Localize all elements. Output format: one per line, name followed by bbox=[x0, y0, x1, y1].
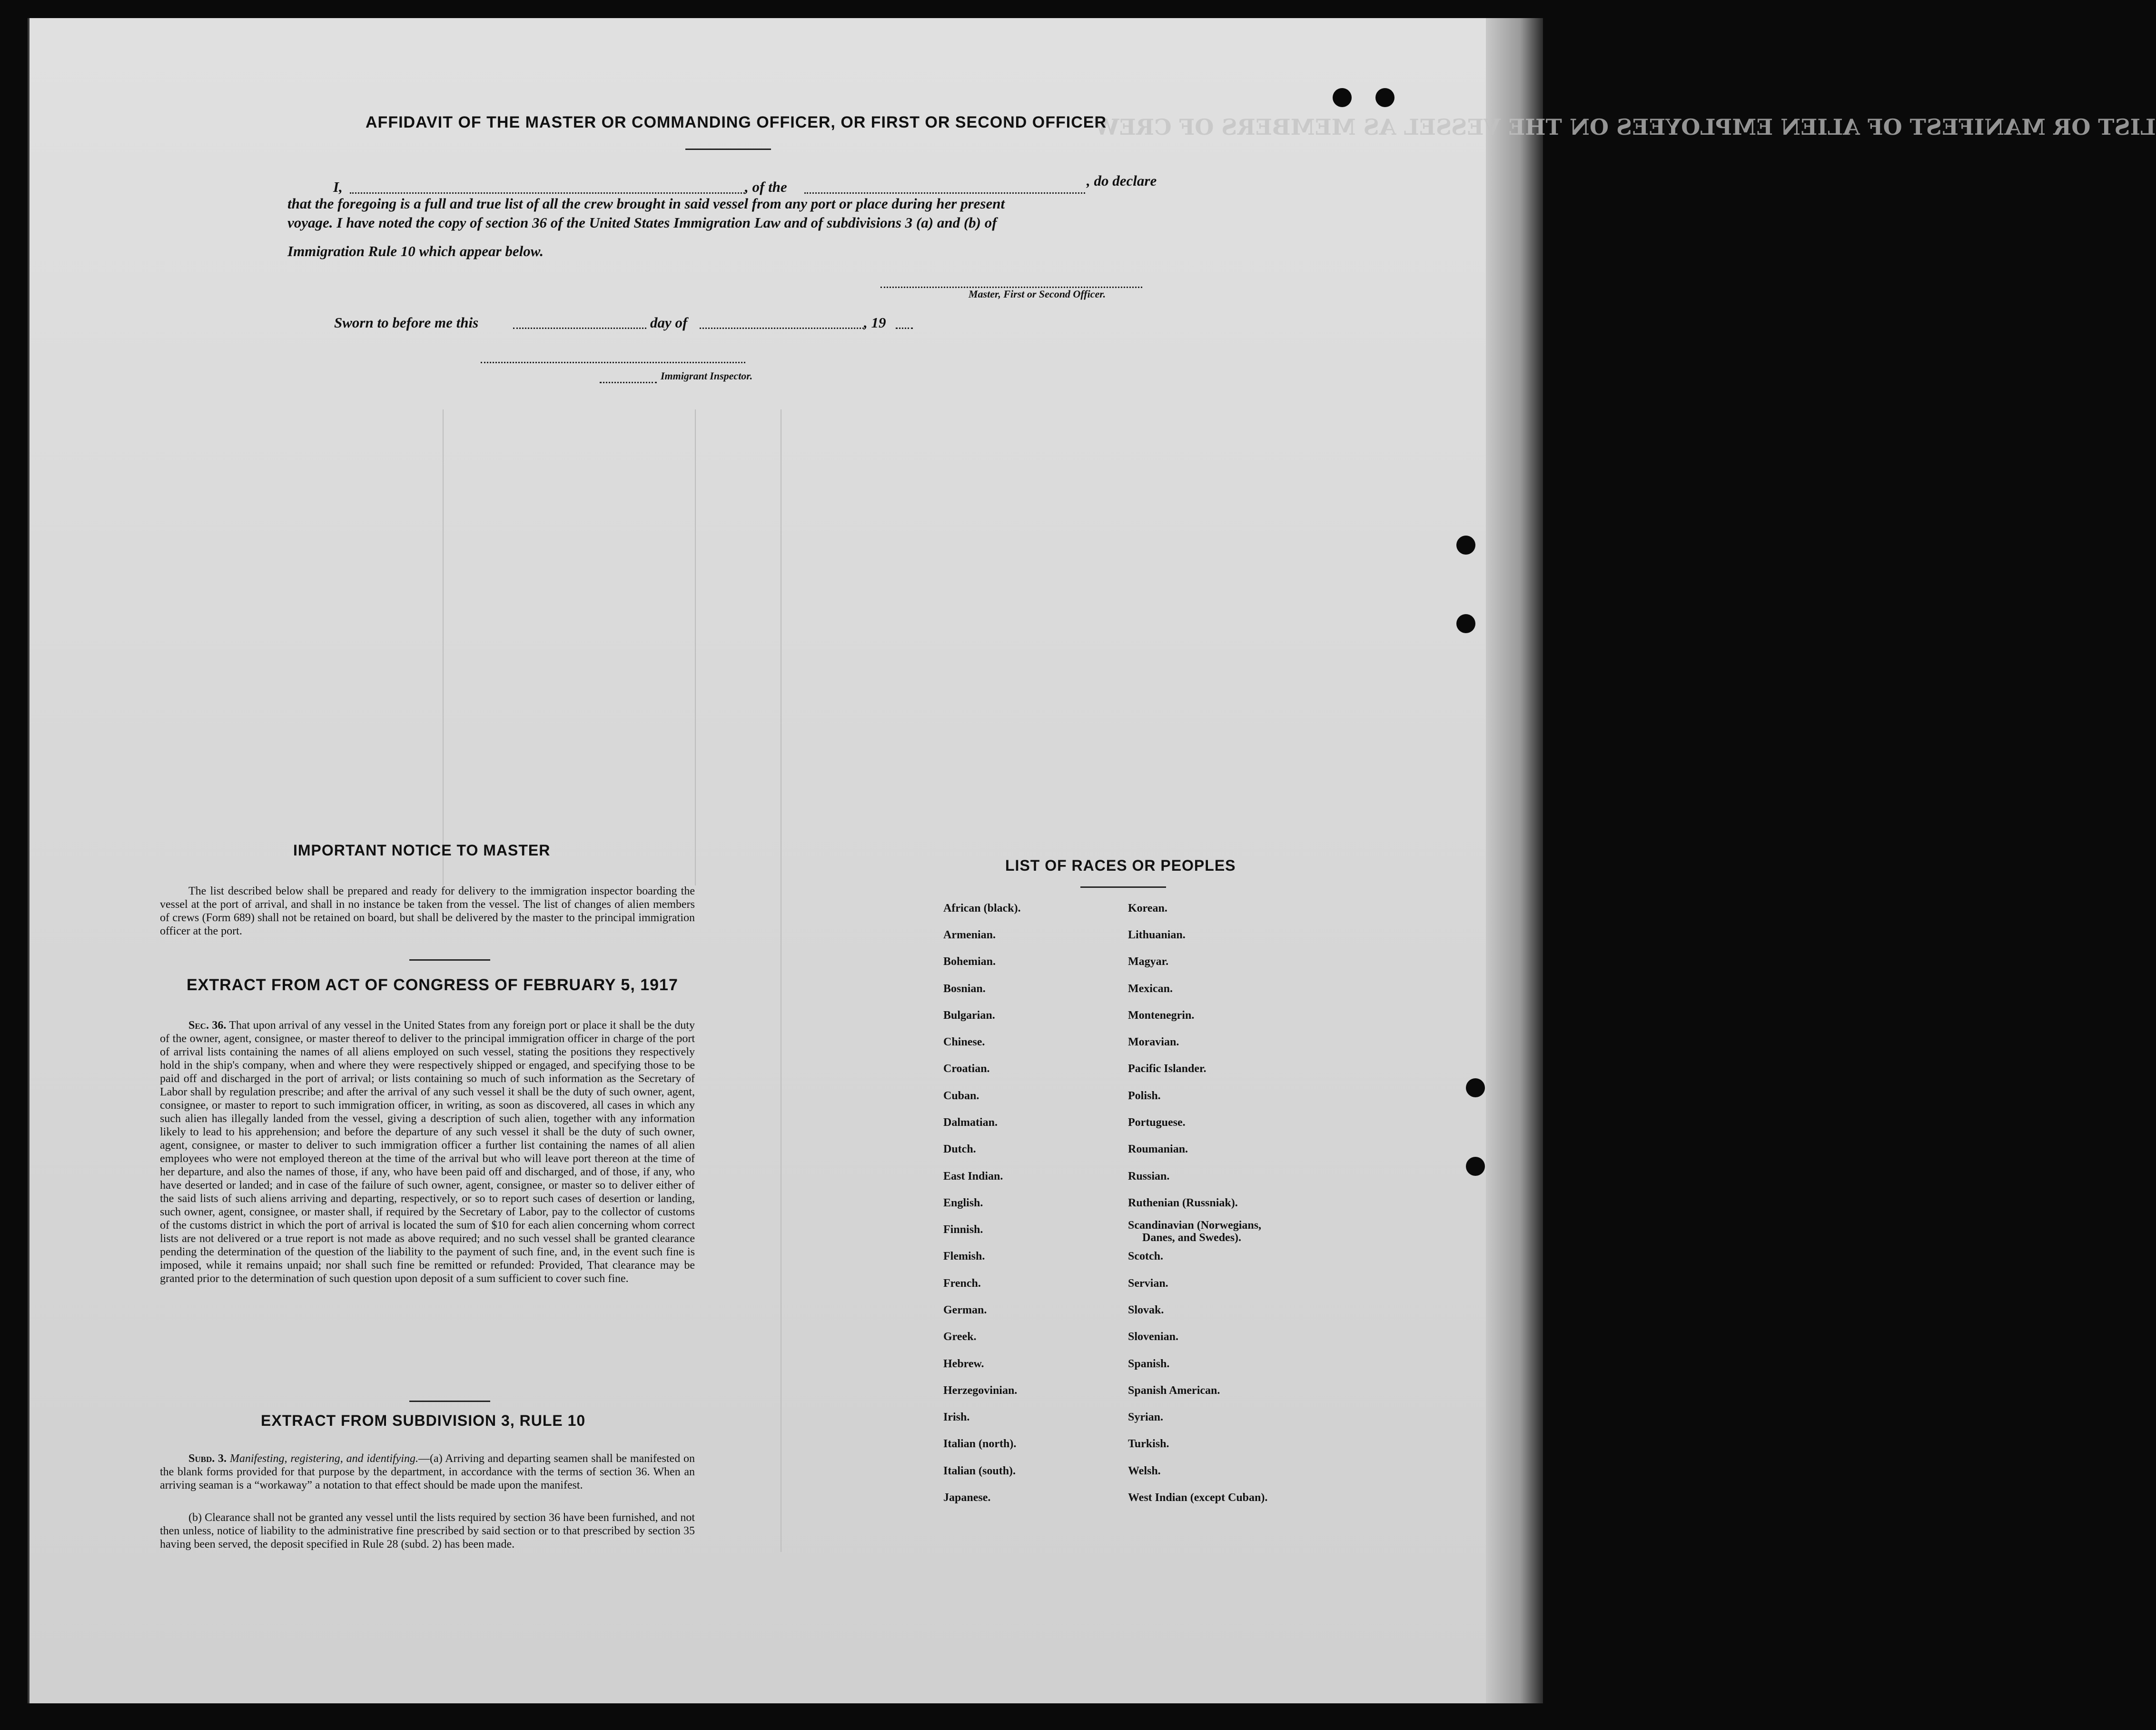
sworn-month-blank bbox=[700, 328, 864, 329]
sworn-text: Sworn to before me this bbox=[334, 314, 479, 331]
race-item: Dutch. bbox=[943, 1143, 976, 1155]
race-item: Finnish. bbox=[943, 1223, 983, 1236]
race-item: Servian. bbox=[1128, 1277, 1168, 1290]
rule-paragraph-a bbox=[160, 1452, 695, 1492]
act-rule bbox=[409, 1401, 490, 1402]
race-item: Magyar. bbox=[1128, 955, 1169, 968]
race-item: Greek. bbox=[943, 1331, 977, 1343]
race-item: Portuguese. bbox=[1128, 1116, 1186, 1129]
race-item: Dalmatian. bbox=[943, 1116, 998, 1129]
race-item: Spanish. bbox=[1128, 1358, 1170, 1370]
sworn-day-blank bbox=[513, 328, 646, 329]
race-item: Russian. bbox=[1128, 1170, 1170, 1183]
race-item: Japanese. bbox=[943, 1491, 991, 1504]
notice-rule bbox=[409, 959, 490, 961]
race-item: East Indian. bbox=[943, 1170, 1003, 1183]
race-item: Italian (north). bbox=[943, 1438, 1017, 1450]
race-item: Slovenian. bbox=[1128, 1331, 1179, 1343]
rule-text-a: —(a) Arriving and departing seamen shall be manifested on the blank forms provided for that purpose by the department, in accordance with the terms of section 36. When an arriving seaman is a “workaway” a notation to that effect should be made upon the manifest. bbox=[160, 1452, 695, 1491]
race-item: Montenegrin. bbox=[1128, 1009, 1195, 1022]
race-item: German. bbox=[943, 1304, 987, 1316]
race-item: Cuban. bbox=[943, 1090, 979, 1102]
race-item: Welsh. bbox=[1128, 1465, 1161, 1477]
race-item: Pacific Islander. bbox=[1128, 1063, 1207, 1075]
race-item: Bulgarian. bbox=[943, 1009, 995, 1022]
affidavit-line-4: Immigration Rule 10 which appear below. bbox=[287, 243, 544, 259]
race-item: Turkish. bbox=[1128, 1438, 1169, 1450]
race-item: African (black). bbox=[943, 902, 1021, 915]
page-edge bbox=[1486, 18, 1543, 1703]
punch-hole bbox=[1466, 1078, 1485, 1097]
bleed-header: LIST OR MANIFEST OF ALIEN EMPLOYEES ON THE VESSEL AS MEMBERS OF CREW bbox=[1095, 114, 2156, 140]
race-item: Spanish American. bbox=[1128, 1384, 1220, 1397]
rule-title: EXTRACT FROM SUBDIVISION 3, RULE 10 bbox=[261, 1412, 586, 1429]
affidavit-title-rule bbox=[685, 149, 771, 150]
race-item: Italian (south). bbox=[943, 1465, 1016, 1477]
bleed-rule bbox=[695, 409, 696, 885]
race-item: Flemish. bbox=[943, 1250, 985, 1263]
act-section-label: Sec. 36. bbox=[188, 1019, 227, 1032]
affidavit-title: AFFIDAVIT OF THE MASTER OR COMMANDING OFFICER, OR FIRST OR SECOND OFFICER bbox=[366, 113, 1107, 131]
affidavit-line-3: voyage. I have noted the copy of section 36 of the United States Immigration Law and of subdivisions 3 (a) and (b) of bbox=[287, 214, 997, 231]
race-item: Croatian. bbox=[943, 1063, 990, 1075]
race-item: Armenian. bbox=[943, 929, 996, 941]
rule-subd-heading: Manifesting, registering, and identifying. bbox=[229, 1452, 419, 1465]
sworn-day-of: day of bbox=[650, 314, 688, 331]
inspector-prefix-blank bbox=[600, 382, 657, 383]
inspector-signature-blank bbox=[481, 362, 745, 363]
affidavit-i: I, bbox=[333, 179, 343, 195]
inspector-label: Immigrant Inspector. bbox=[661, 370, 753, 382]
race-item-continued: Danes, and Swedes). bbox=[1142, 1232, 1242, 1244]
name-blank bbox=[350, 192, 745, 194]
punch-hole bbox=[1456, 614, 1475, 633]
vessel-blank bbox=[804, 192, 1085, 194]
sworn-year: , 19 bbox=[864, 314, 886, 331]
race-item: Slovak. bbox=[1128, 1304, 1164, 1316]
act-text: That upon arrival of any vessel in the United States from any foreign port or place it shall be the duty of the owner, agent, consignee, or master thereof to deliver to the principal immigration officer in charge of the port of arrival lists containing the names of all aliens employed on such vessel, stating the positions they respectively hold in the ship's company, when and where they were respectively shipped or engaged, and specifying those to be paid off and discharged in the port of arrival; or lists containing so much of such information as the Secretary of Labor shall by regulation prescribe; and after the arrival of any such vessel it shall be the duty of such owner, agent, consignee, or master to report to such immigration officer, in writing, as soon as discovered, all cases in which any such alien has illegally landed from the vessel, giving a description of such alien, together with any information likely to lead to his apprehension; and before the departure of any such vessel it shall be the duty of such owner, agent, consignee, or master to deliver to such immigration officer a further list containing the names of all alien employees who were not employed thereon at the time of the arrival but who will leave port thereon at the time of her departure, and also the names of those, if any, who have been paid off and discharged, and of those, if any, who have deserted or landed; and in case of the failure of such owner, agent, consignee, or master so to deliver either of the said lists of such aliens arriving and departing, respectively, or so to report such cases of desertion or landing, such owner, agent, consignee, or master shall, if required by the Secretary of Labor, pay to the collector of customs of the customs district in which the port of arrival is located the sum of $10 for each alien concerning whom correct lists are not delivered or a true report is not made as above required; and no such vessel shall be granted clearance pending the determination of the question of the liability to the payment of such fine, and, in the event such fine is imposed, while it remains unpaid; nor shall such fine be remitted or refunded: Provided, That clearance may be granted prior to the determination of such question upon deposit of a sum sufficient to cover such fine. bbox=[160, 1019, 695, 1285]
notice-text: The list described below shall be prepared and ready for delivery to the immigration inspector boarding the vessel at the port of arrival, and shall in no instance be taken from the vessel. The list of changes of alien members of crews (Form 689) shall not be retained on board, but shall be delivered by the master to the principal immigration officer at the port. bbox=[160, 885, 695, 937]
race-item: Hebrew. bbox=[943, 1358, 984, 1370]
sworn-year-blank bbox=[896, 328, 913, 329]
punch-hole bbox=[1456, 536, 1475, 555]
punch-hole bbox=[1375, 88, 1394, 107]
race-item: Irish. bbox=[943, 1411, 970, 1423]
race-item: West Indian (except Cuban). bbox=[1128, 1491, 1268, 1504]
race-item: Ruthenian (Russniak). bbox=[1128, 1197, 1238, 1209]
act-paragraph bbox=[160, 1019, 695, 1285]
race-item: Bohemian. bbox=[943, 955, 996, 968]
race-item: Herzegovinian. bbox=[943, 1384, 1018, 1397]
rule-paragraph-b: (b) Clearance shall not be granted any vessel until the lists required by section 36 have been furnished, and not then unless, notice of liability to the administrative fine prescribed by said section or to that prescribed by section 35 having been served, the deposit specified in Rule 28 (subd. 2) has been made. bbox=[160, 1511, 695, 1551]
race-item: Mexican. bbox=[1128, 983, 1173, 995]
races-title-rule bbox=[1080, 886, 1166, 888]
affidavit-do-declare: , do declare bbox=[1087, 172, 1157, 189]
race-item: French. bbox=[943, 1277, 981, 1290]
race-item: Scotch. bbox=[1128, 1250, 1163, 1263]
act-title: EXTRACT FROM ACT OF CONGRESS OF FEBRUARY 5, 1917 bbox=[187, 976, 678, 994]
race-item: Syrian. bbox=[1128, 1411, 1164, 1423]
master-signature-label: Master, First or Second Officer. bbox=[969, 288, 1106, 300]
race-item: Korean. bbox=[1128, 902, 1167, 915]
race-item: Chinese. bbox=[943, 1036, 985, 1048]
race-item: English. bbox=[943, 1197, 983, 1209]
race-item: Roumanian. bbox=[1128, 1143, 1188, 1155]
race-item: Moravian. bbox=[1128, 1036, 1179, 1048]
rule-subd-label: Subd. 3. bbox=[188, 1452, 227, 1465]
race-item: Scandinavian (Norwegians, bbox=[1128, 1219, 1262, 1232]
notice-title: IMPORTANT NOTICE TO MASTER bbox=[293, 842, 551, 859]
punch-hole bbox=[1466, 1157, 1485, 1176]
document-page bbox=[28, 18, 1487, 1703]
bleed-rule bbox=[443, 409, 444, 885]
race-item: Bosnian. bbox=[943, 983, 986, 995]
race-item: Lithuanian. bbox=[1128, 929, 1186, 941]
punch-hole bbox=[1333, 88, 1352, 107]
affidavit-line-2: that the foregoing is a full and true list of all the crew brought in said vessel from any port or place during her present bbox=[287, 195, 1005, 212]
affidavit-of-the: , of the bbox=[745, 179, 787, 195]
race-item: Polish. bbox=[1128, 1090, 1161, 1102]
races-title: LIST OF RACES OR PEOPLES bbox=[1005, 857, 1236, 874]
